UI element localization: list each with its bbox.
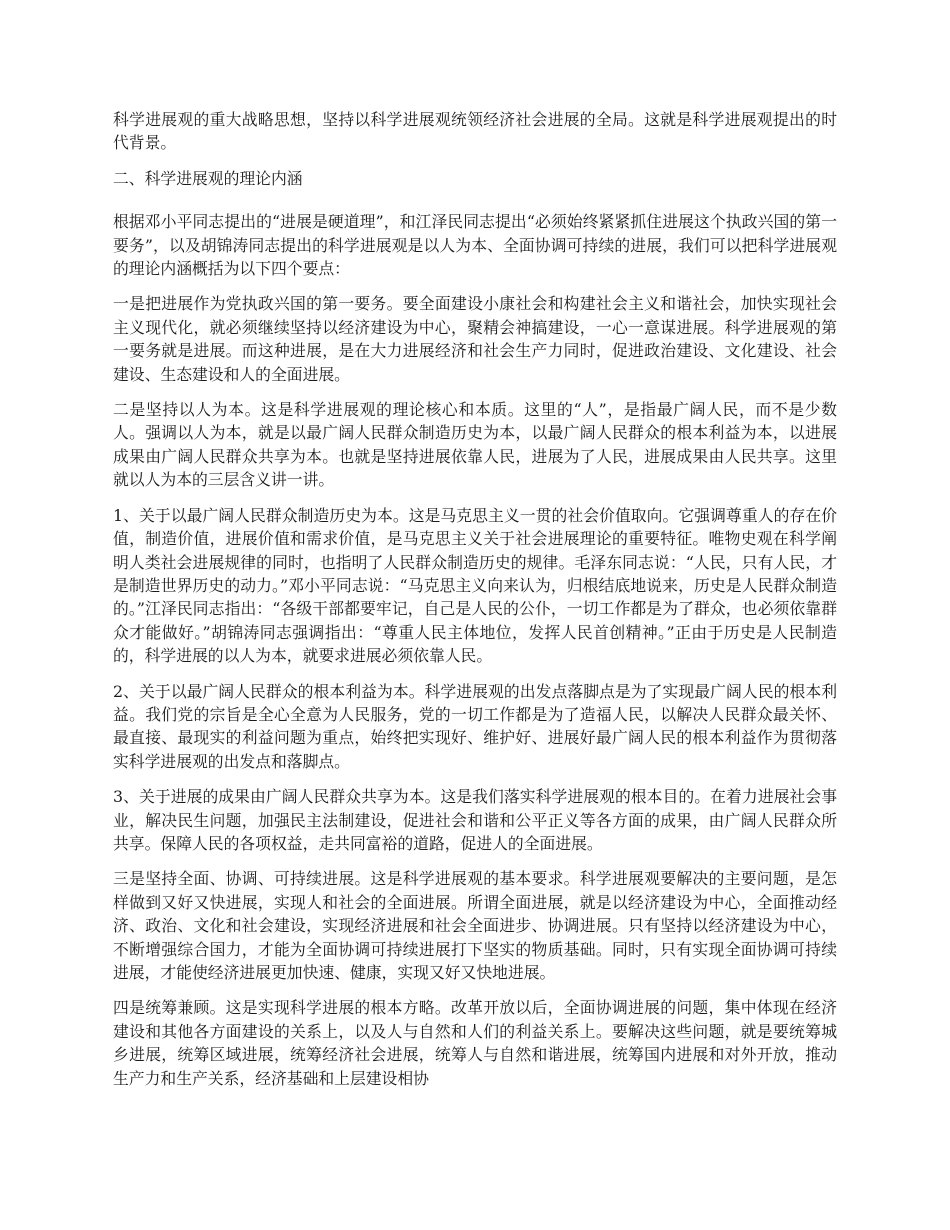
paragraph-subpoint-2: 2、关于以最广阔人民群众的根本利益为本。科学进展观的出发点落脚点是为了实现最广阔人民的根本利益。我们党的宗旨是全心全意为人民服务，党的一切工作都是为了造福人民，以解决人民群众最关怀、最直接、最现实的利益问题为重点，始终把实现好、维护好、进展好最广阔人民的根本利益作为贯彻落实科学进展观的出发点和落脚点。 (113, 681, 837, 771)
paragraph-point-four: 四是统筹兼顾。这是实现科学进展的根本方略。改革开放以后，全面协调进展的问题，集中体现在经济建设和其他各方面建设的关系上，以及人与自然和人们的利益关系上。要解决这些问题，就是要统筹城乡进展，统筹区域进展，统筹经济社会进展，统筹人与自然和谐进展，统筹国内进展和对外开放，推动生产力和生产关系，经济基础和上层建设相协 (113, 998, 837, 1088)
section-heading: 二、科学进展观的理论内涵 (113, 168, 303, 188)
paragraph-point-three: 三是坚持全面、协调、可持续进展。这是科学进展观的基本要求。科学进展观要解决的主要问题，是怎样做到又好又快进展，实现人和社会的全面进展。所谓全面进展，就是以经济建设为中心，全面推动经济、政治、文化和社会建设，实现经济进展和社会全面进步、协调进展。只有坚持以经济建设为中心，不断增强综合国力，才能为全面协调可持续进展打下坚实的物质基础。同时，只有实现全面协调可持续进展，才能使经济进展更加快速、健康，实现又好又快地进展。 (113, 869, 837, 982)
paragraph-point-two: 二是坚持以人为本。这是科学进展观的理论核心和本质。这里的“人”，是指最广阔人民，而不是少数人。强调以人为本，就是以最广阔人民群众制造历史为本，以最广阔人民群众的根本利益为本，以进展成果由广阔人民群众共享为本。也就是坚持进展依靠人民，进展为了人民，进展成果由人民共享。这里就以人为本的三层含义讲一讲。 (113, 400, 837, 490)
paragraph-theory-overview: 根据邓小平同志提出的“进展是硬道理”，和江泽民同志提出“必须始终紧紧抓住进展这个执政兴国的第一要务”，以及胡锦涛同志提出的科学进展观是以人为本、全面协调可持续的进展，我们可以把科学进展观的理论内涵概括为以下四个要点： (113, 212, 837, 279)
paragraph-subpoint-1: 1、关于以最广阔人民群众制造历史为本。这是马克思主义一贯的社会价值取向。它强调尊重人的存在价值，制造价值，进展价值和需求价值，是马克思主义关于社会进展理论的重要特征。唯物史观在科学阐明人类社会进展规律的同时，也指明了人民群众制造历史的规律。毛泽东同志说：“人民，只有人民，才是制造世界历史的动力。”邓小平同志说：“马克思主义向来认为，归根结底地说来，历史是人民群众制造的。”江泽民同志指出：“各级干部都要牢记，自己是人民的公仆，一切工作都是为了群众，也必须依靠群众才能做好。”胡锦涛同志强调指出：“尊重人民主体地位，发挥人民首创精神。”正由于历史是人民制造的，科学进展的以人为本，就要求进展必须依靠人民。 (113, 505, 837, 666)
paragraph-intro: 科学进展观的重大战略思想，坚持以科学进展观统领经济社会进展的全局。这就是科学进展观提出的时代背景。 (113, 110, 837, 153)
paragraph-point-one: 一是把进展作为党执政兴国的第一要务。要全面建设小康社会和构建社会主义和谐社会，加快实现社会主义现代化，就必须继续坚持以经济建设为中心，聚精会神搞建设，一心一意谋进展。科学进展观的第一要务就是进展。而这种进展，是在大力进展经济和社会生产力同时，促进政治建设、文化建设、社会建设、生态建设和人的全面进展。 (113, 294, 837, 384)
paragraph-subpoint-3: 3、关于进展的成果由广阔人民群众共享为本。这是我们落实科学进展观的根本目的。在着力进展社会事业，解决民生问题，加强民主法制建设，促进社会和谐和公平正义等各方面的成果，由广阔人民群众所共享。保障人民的各项权益，走共同富裕的道路，促进人的全面进展。 (113, 787, 837, 853)
